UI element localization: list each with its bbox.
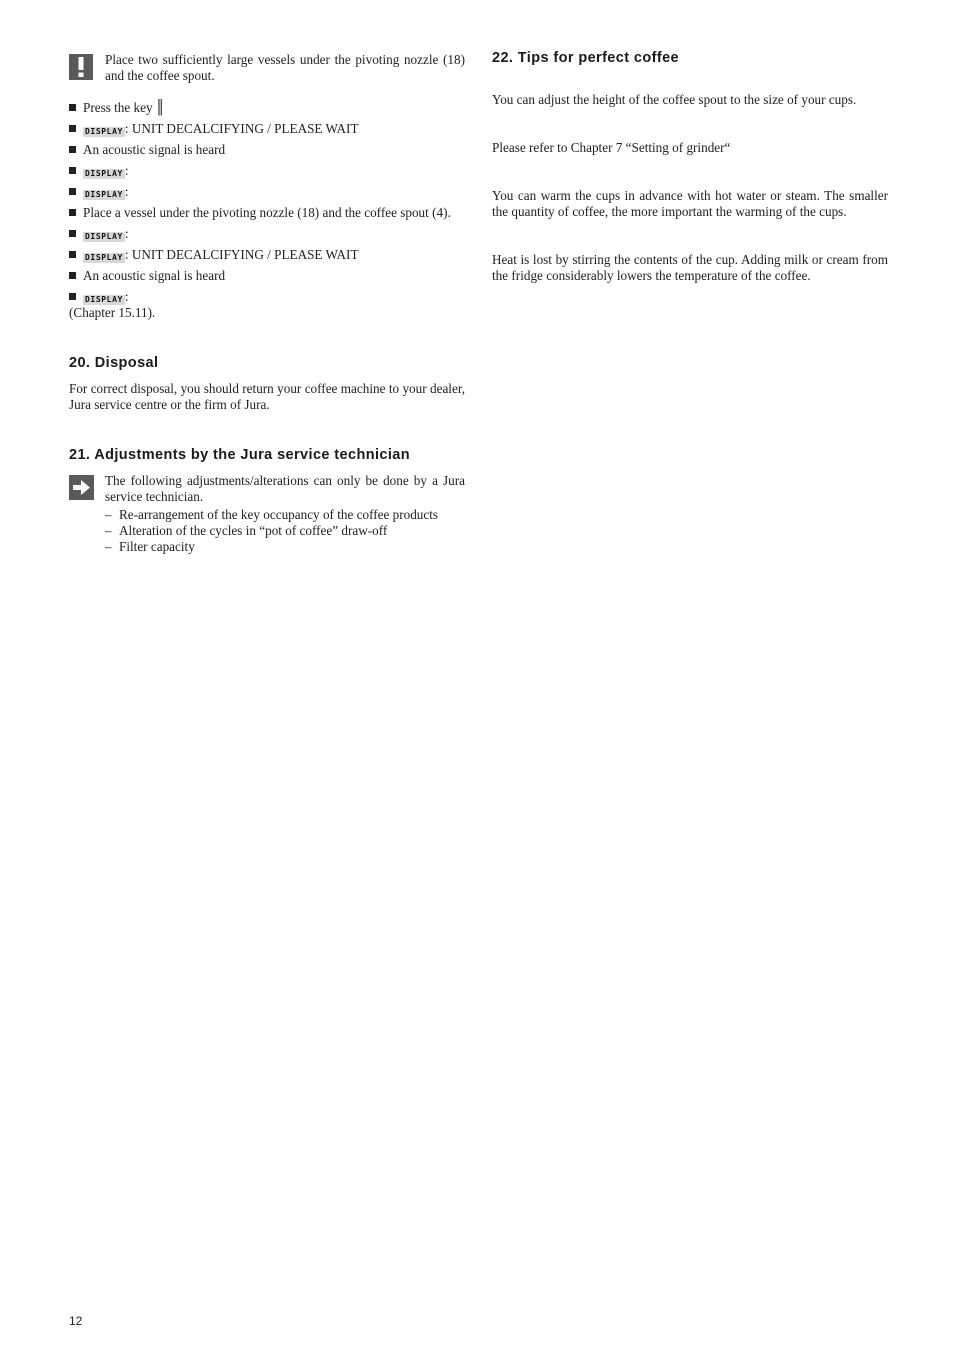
bullet-icon: [69, 230, 76, 237]
bullet-icon: [69, 272, 76, 279]
tip-paragraph: Please refer to Chapter 7 “Setting of grinder“: [492, 140, 731, 155]
list-item: Press the key ║: [69, 100, 465, 116]
warning-text: Place two sufficiently large vessels under the pivoting nozzle (18) and the coffee spout.: [105, 52, 465, 83]
list-item: – Alteration of the cycles in “pot of coffee” draw-off: [105, 523, 388, 538]
chapter-reference: (Chapter 15.11).: [69, 305, 156, 320]
rinse-key-icon: ║: [155, 100, 165, 116]
bullet-icon: [69, 146, 76, 153]
list-item: DISPLAY :: [69, 289, 465, 305]
section-20-title: 20. Disposal: [69, 355, 159, 371]
bullet-icon: [69, 188, 76, 195]
display-label: DISPLAY: [85, 253, 123, 262]
bullet-icon: [69, 125, 76, 132]
list-item: An acoustic signal is heard: [69, 142, 465, 158]
tip-paragraph: Heat is lost by stirring the contents of the cup. Adding milk or cream from the fridge considerably lowers the temperature of the coffee.: [492, 252, 888, 283]
display-label: DISPLAY: [85, 295, 123, 304]
section-21-title: 21. Adjustments by the Jura service technician: [69, 447, 411, 463]
display-label: DISPLAY: [85, 127, 123, 136]
technician-note: [69, 473, 465, 555]
display-label: DISPLAY: [85, 169, 123, 178]
bullet-icon: [69, 167, 76, 174]
left-column: [69, 48, 465, 555]
bullet-icon: [69, 251, 76, 258]
section-22-title: 22. Tips for perfect coffee: [492, 50, 680, 66]
list-item: DISPLAY :: [69, 226, 465, 242]
list-item: DISPLAY : UNIT DECALCIFYING / PLEASE WAIT: [69, 247, 465, 263]
list-item: – Re-arrangement of the key occupancy of the coffee products: [105, 507, 439, 522]
tip-paragraph: You can warm the cups in advance with hot water or steam. The smaller the quantity of coffee, the more important the warming of the cups.: [492, 188, 888, 219]
tip-paragraph: You can adjust the height of the coffee spout to the size of your cups.: [492, 92, 857, 107]
warning-notice: [69, 52, 465, 84]
arrow-right-icon: [69, 475, 94, 500]
list-item: An acoustic signal is heard: [69, 268, 465, 284]
adjustments-list: [105, 507, 465, 555]
right-column: [492, 48, 888, 284]
bullet-icon: [69, 209, 76, 216]
technician-intro: The following adjustments/alterations can only be done by a Jura service technician.: [105, 473, 465, 504]
decalcify-steps: [69, 100, 465, 305]
bullet-icon: [69, 104, 76, 111]
list-item: DISPLAY : UNIT DECALCIFYING / PLEASE WAIT: [69, 121, 465, 137]
bullet-icon: [69, 293, 76, 300]
list-item: Place a vessel under the pivoting nozzle (18) and the coffee spout (4).: [69, 205, 465, 221]
list-item: – Filter capacity: [105, 539, 195, 554]
display-label: DISPLAY: [85, 232, 123, 241]
page-number: 12: [69, 1314, 83, 1328]
exclamation-icon: [69, 54, 93, 80]
list-item: DISPLAY :: [69, 184, 465, 200]
list-item: DISPLAY :: [69, 163, 465, 179]
display-label: DISPLAY: [85, 190, 123, 199]
section-20-body: For correct disposal, you should return your coffee machine to your dealer, Jura service centre or the firm of Jura.: [69, 381, 465, 412]
